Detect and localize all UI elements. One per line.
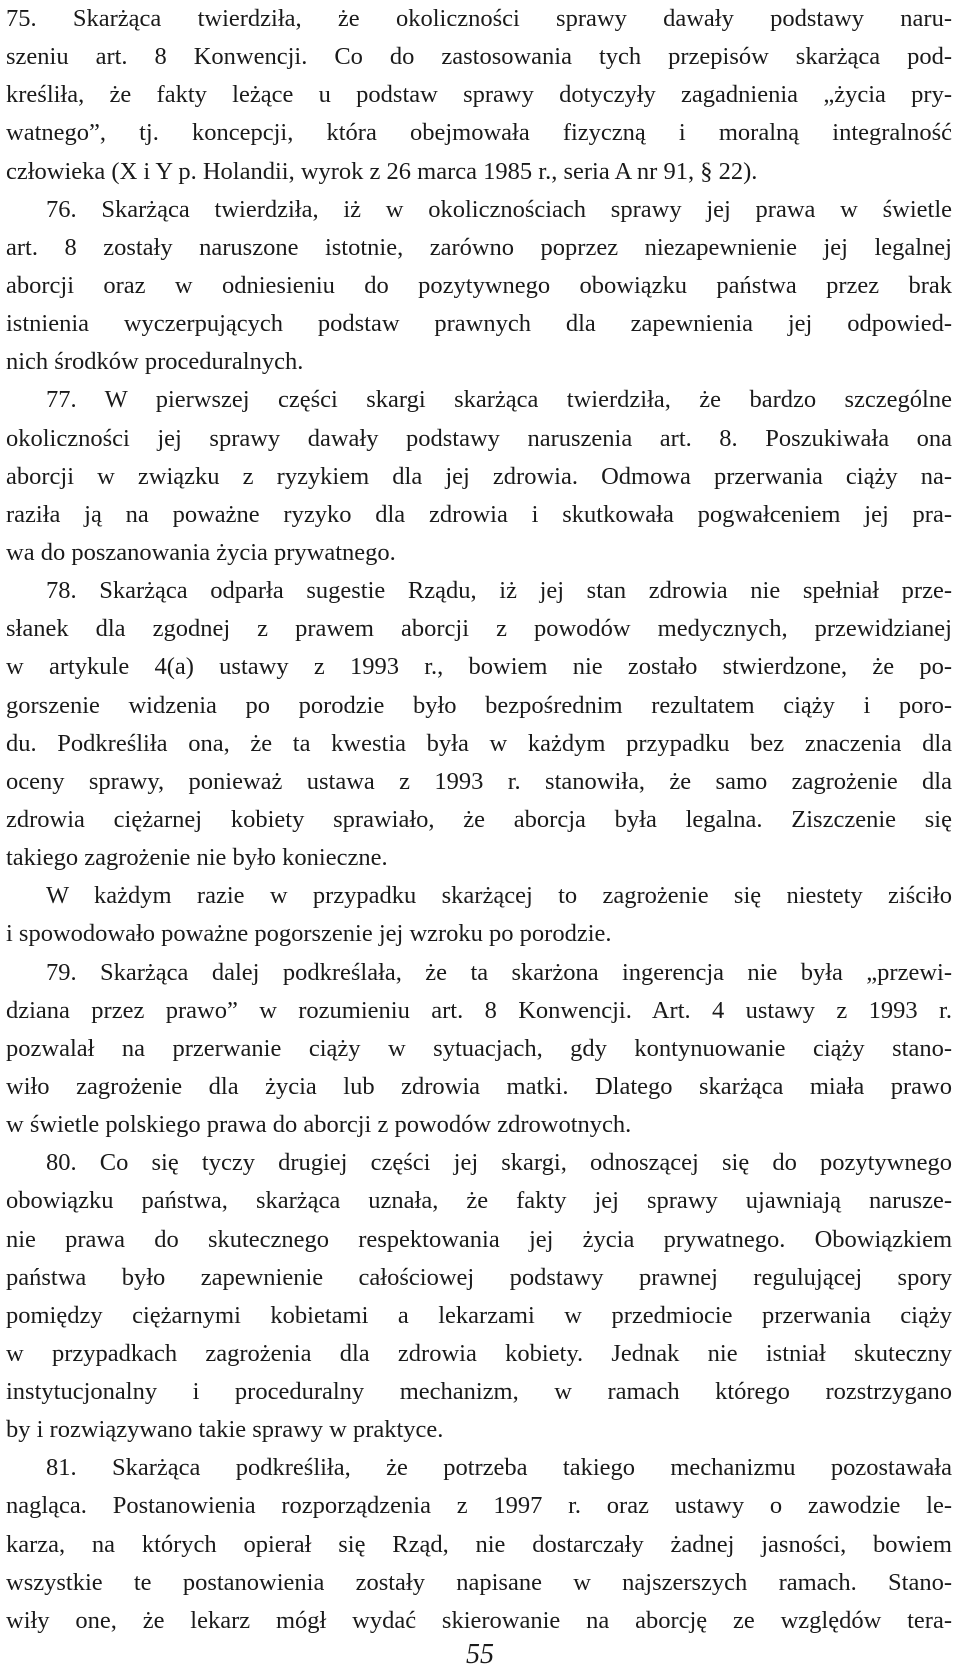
paragraph [6,572,952,877]
text-line: nagląca. Postanowienia rozporządzenia z 1997 r. oraz ustawy o zawodzie le- [6,1492,952,1520]
text-line: słanek dla zgodnej z prawem aborcji z powodów medycznych, przewidzianej [6,615,952,643]
text-line: nie prawa do skutecznego respektowania jej życia prywatnego. Obowiązkiem [6,1225,952,1253]
text-line: obowiązku państwa, skarżąca uznała, że fakty jej sprawy ujawniają narusze- [6,1187,952,1215]
text-line: nich środków proceduralnych. [6,348,304,376]
text-line: by i rozwiązywano takie sprawy w praktyce. [6,1416,444,1444]
text-line: państwa było zapewnienie całościowej podstawy prawnej regulującej spory [6,1263,952,1291]
text-line: art. 8 zostały naruszone istotnie, zarówno poprzez niezapewnienie jej legalnej [6,233,952,261]
text-line: W każdym razie w przypadku skarżącej to zagrożenie się niestety ziściło [46,882,952,910]
paragraph [6,954,952,1145]
text-line: takiego zagrożenie nie było konieczne. [6,844,388,872]
paragraph [6,1144,952,1449]
text-line: w świetle polskiego prawa do aborcji z powodów zdrowotnych. [6,1111,632,1139]
text-line: 75. Skarżąca twierdziła, że okoliczności sprawy dawały podstawy naru- [6,5,952,32]
text-line: wa do poszanowania życia prywatnego. [6,538,396,566]
paragraph [6,191,952,382]
text-line: gorszenie widzenia po porodzie było bezpośrednim rezultatem ciąży i poro- [6,691,952,719]
text-line: zdrowia ciężarnej kobiety sprawiało, że aborcja była legalna. Ziszczenie się [6,805,952,833]
text-line: du. Podkreśliła ona, że ta kwestia była w każdym przypadku bez znaczenia dla [6,729,952,757]
body-text [6,0,952,1640]
text-line: wszystkie te postanowienia zostały napisane w najszerszych ramach. Stano- [6,1568,952,1596]
text-line: w przypadkach zagrożenia dla zdrowia kobiety. Jednak nie istniał skuteczny [6,1339,952,1367]
paragraph [6,0,952,191]
text-line: oceny sprawy, ponieważ ustawa z 1993 r. stanowiła, że samo zagrożenie dla [6,767,952,795]
text-line: wiły one, że lekarz mógł wydać skierowanie na aborcję ze względów tera- [6,1606,952,1634]
text-line: pomiędzy ciężarnymi kobietami a lekarzami w przedmiocie przerwania ciąży [6,1301,952,1329]
text-line: aborcji w związku z ryzykiem dla jej zdrowia. Odmowa przerwania ciąży na- [6,462,952,490]
text-line: 81. Skarżąca podkreśliła, że potrzeba takiego mechanizmu pozostawała [46,1454,952,1482]
text-line: okoliczności jej sprawy dawały podstawy naruszenia art. 8. Poszukiwała ona [6,424,952,452]
page-number: 55 [466,1639,494,1670]
text-line: karza, na których opierał się Rząd, nie dostarczały żadnej jasności, bowiem [6,1530,952,1558]
text-line: szeniu art. 8 Konwencji. Co do zastosowania tych przepisów skarżąca pod- [6,43,952,71]
text-line: w artykule 4(a) ustawy z 1993 r., bowiem nie zostało stwierdzone, że po- [6,653,952,681]
paragraph [6,381,952,572]
text-line: 76. Skarżąca twierdziła, iż w okolicznościach sprawy jej prawa w świetle [46,195,952,223]
text-line: aborcji oraz w odniesieniu do pozytywnego obowiązku państwa przez brak [6,271,952,299]
text-line: instytucjonalny i proceduralny mechanizm, w ramach którego rozstrzygano [6,1378,952,1406]
text-line: kreśliła, że fakty leżące u podstaw sprawy dotyczyły zagadnienia „życia pry- [6,81,952,109]
paragraph [6,1449,952,1640]
text-line: 79. Skarżąca dalej podkreślała, że ta skarżona ingerencja nie była „przewi- [46,958,952,986]
paragraph [6,877,952,953]
text-line: 77. W pierwszej części skargi skarżąca twierdziła, że bardzo szczególne [46,386,952,414]
text-line: wiło zagrożenie dla życia lub zdrowia matki. Dlatego skarżąca miała prawo [6,1072,952,1100]
text-line: raziła ją na poważne ryzyko dla zdrowia i skutkowała pogwałceniem jej pra- [6,500,952,528]
text-line: i spowodowało poważne pogorszenie jej wzroku po porodzie. [6,920,612,948]
text-line: dziana przez prawo” w rozumieniu art. 8 Konwencji. Art. 4 ustawy z 1993 r. [6,996,952,1024]
text-line: istnienia wyczerpujących podstaw prawnych dla zapewnienia jej odpowied- [6,310,952,338]
text-line: watnego”, tj. koncepcji, która obejmowała fizyczną i moralną integralność [6,119,952,147]
text-line: 80. Co się tyczy drugiej części jej skargi, odnoszącej się do pozytywnego [46,1149,952,1177]
text-line: 78. Skarżąca odparła sugestie Rządu, iż jej stan zdrowia nie spełniał prze- [46,577,952,605]
text-line: człowieka (X i Y p. Holandii, wyrok z 26 marca 1985 r., seria A nr 91, § 22). [6,157,758,185]
text-line: pozwalał na przerwanie ciąży w sytuacjach, gdy kontynuowanie ciąży stano- [6,1034,952,1062]
